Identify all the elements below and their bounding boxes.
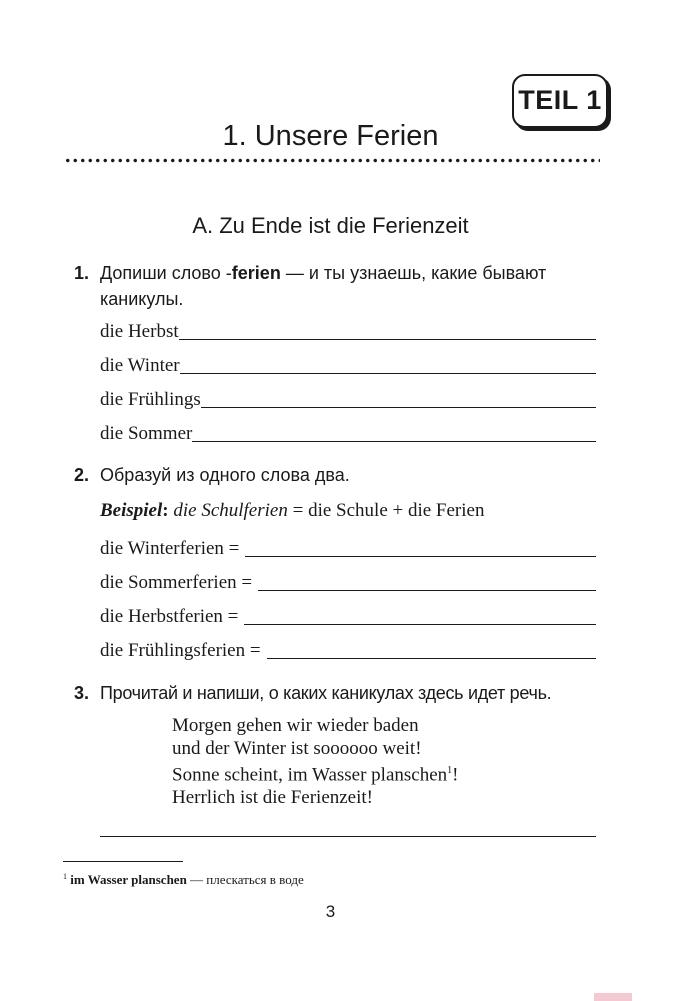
row-prompt: die Herbst [100, 321, 179, 342]
answer-blank[interactable] [100, 836, 596, 837]
teil-badge: TEIL 1 [512, 74, 608, 128]
footnote-term: im Wasser planschen [70, 872, 187, 887]
footnote [63, 868, 304, 889]
poem-line: Herrlich ist die Ferienzeit! [172, 786, 374, 808]
task-number: 1. [74, 263, 90, 283]
task-number: 3. [74, 683, 90, 703]
section-subtitle: A. Zu Ende ist die Ferienzeit [192, 213, 469, 238]
instruction-text: каникулы. [100, 289, 184, 309]
row-prompt: die Sommerferien = [100, 572, 253, 593]
instruction-keyword: ferien [231, 263, 281, 283]
poem-line: Sonne scheint, im Wasser planschen$^1$! [172, 764, 459, 786]
instruction-text: — и ты узнаешь, какие бывают [280, 263, 547, 283]
task-2-row [100, 538, 596, 560]
task-3-instruction [74, 680, 610, 706]
answer-blank[interactable] [201, 407, 596, 408]
task-1-row [100, 355, 596, 377]
answer-blank[interactable] [244, 624, 596, 625]
poem [172, 715, 458, 809]
row-prompt: die Herbstferien = [100, 606, 239, 627]
example-colon: : [162, 500, 169, 521]
row-prompt: die Winter [100, 355, 180, 376]
row-prompt: die Winterferien = [100, 538, 240, 559]
task-2-instruction [74, 462, 610, 488]
page-title: 1. Unsere Ferien [222, 120, 439, 152]
example-label: Beispiel [100, 500, 163, 521]
answer-blank[interactable] [180, 373, 596, 374]
footnote-marker: 1 [63, 872, 67, 881]
row-prompt: die Sommer [100, 423, 193, 444]
instruction-text: Образуй из одного слова два. [100, 465, 350, 485]
footnote-ref: 1 [447, 765, 453, 776]
footnote-rule [63, 861, 183, 862]
answer-blank[interactable] [192, 441, 596, 442]
task-number: 2. [74, 465, 90, 485]
row-prompt: die Frühlingsferien = [100, 640, 261, 661]
instruction-text: Прочитай и напиши, о каких каникулах здесь идет речь. [100, 683, 552, 703]
row-prompt: die Frühlings [100, 389, 201, 410]
answer-blank[interactable] [258, 590, 596, 591]
poem-line: Morgen gehen wir wieder baden [172, 715, 419, 736]
poem-line: und der Winter ist soooooo weit! [172, 737, 422, 759]
task-2-row [100, 640, 596, 662]
task-2-row [100, 606, 596, 628]
task-1-row [100, 389, 596, 411]
example-word: die Schulferien [173, 500, 288, 521]
page-number: 3 [325, 902, 336, 921]
example-line [100, 498, 484, 524]
task-1-row [100, 321, 596, 343]
task-1-row [100, 423, 596, 445]
answer-blank[interactable] [179, 339, 596, 340]
footnote-definition: — плескаться в воде [186, 872, 304, 887]
task-2-row [100, 572, 596, 594]
example-equation: = die Schule + die Ferien [287, 500, 485, 521]
task-1-instruction [74, 260, 610, 312]
instruction-text: Допиши слово - [100, 263, 232, 283]
dotted-divider [64, 158, 600, 163]
edge-marker [594, 993, 632, 1001]
answer-blank[interactable] [245, 556, 596, 557]
answer-blank[interactable] [267, 658, 596, 659]
